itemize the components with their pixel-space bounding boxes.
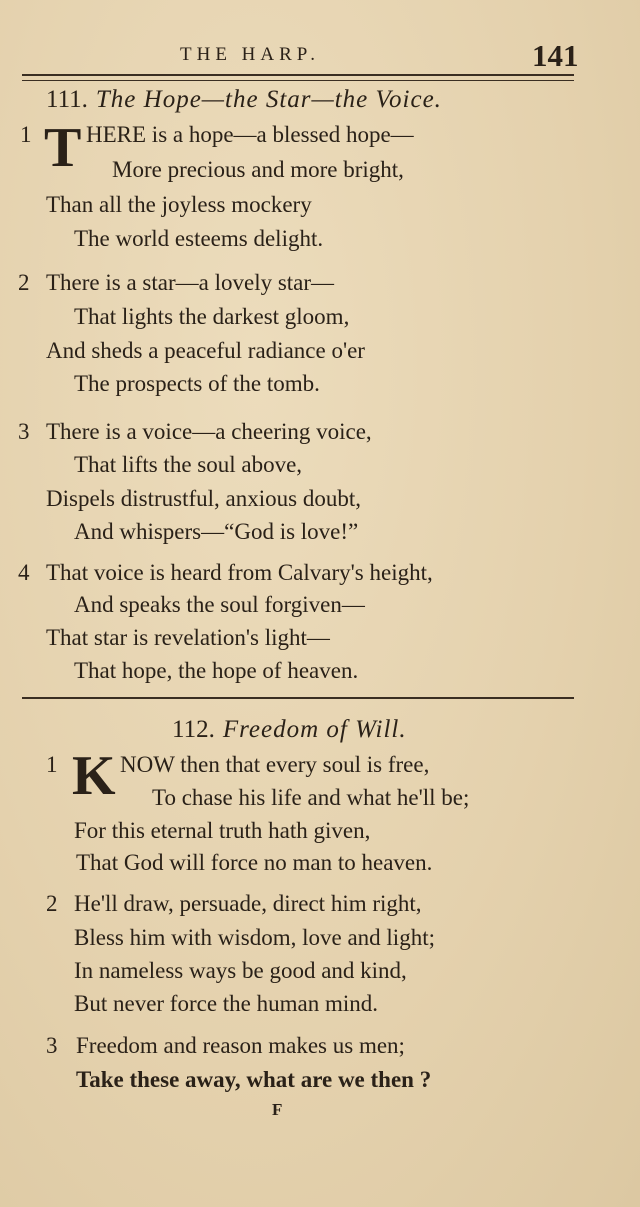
drop-cap: K — [72, 745, 116, 807]
verse-number: 2 — [46, 891, 58, 916]
hymn-number: 111. — [46, 86, 88, 113]
verse-line: And speaks the soul forgiven— — [74, 592, 365, 617]
verse-line: And sheds a peaceful radiance o'er — [46, 338, 365, 363]
verse-line: That lifts the soul above, — [74, 452, 303, 477]
verse-line: That voice is heard from Calvary's height, — [46, 560, 433, 585]
signature-mark: F — [272, 1100, 283, 1119]
verse-line: Bless him with wisdom, love and light; — [74, 925, 435, 950]
verse-line: That God will force no man to heaven. — [76, 850, 433, 875]
header-rule — [22, 74, 574, 76]
verse-line: But never force the human mind. — [74, 991, 379, 1016]
verse-line: There is a voice—a cheering voice, — [46, 419, 372, 444]
hymn-111-heading — [46, 86, 442, 114]
verse-line: The world esteems delight. — [74, 226, 324, 251]
hymn-title: The Hope—the Star—the Voice. — [95, 86, 442, 113]
verse-number: 4 — [18, 560, 30, 585]
verse-line: For this eternal truth hath given, — [74, 818, 371, 843]
verse-line: The prospects of the tomb. — [74, 371, 320, 396]
verse-line: NOW then that every soul is free, — [120, 752, 430, 777]
hymn-112-heading — [172, 716, 407, 744]
hymn-divider — [22, 697, 574, 699]
verse-line: Freedom and reason makes us men; — [76, 1033, 405, 1058]
verse-number: 3 — [46, 1033, 58, 1058]
verse-line: To chase his life and what he'll be; — [152, 785, 470, 810]
running-head — [0, 38, 640, 72]
drop-cap: T — [44, 117, 82, 179]
verse-line: He'll draw, persuade, direct him right, — [74, 891, 422, 916]
verse-line: More precious and more bright, — [112, 157, 404, 182]
verse-line: Than all the joyless mockery — [46, 192, 312, 217]
verse-line: In nameless ways be good and kind, — [74, 958, 407, 983]
verse-line: HERE is a hope—a blessed hope— — [86, 122, 414, 147]
hymn-number: 112. — [172, 716, 215, 743]
verse-line: That lights the darkest gloom, — [74, 304, 350, 329]
hymn-title: Freedom of Will. — [222, 716, 407, 743]
verse-number: 1 — [20, 122, 32, 147]
verse-number: 3 — [18, 419, 30, 444]
verse-number: 1 — [46, 752, 58, 777]
verse-line: And whispers—“God is love!” — [74, 519, 359, 544]
verse-number: 2 — [18, 270, 30, 295]
verse-line: Take these away, what are we then ? — [76, 1067, 432, 1092]
running-title: THE HARP. — [180, 44, 321, 65]
verse-line: There is a star—a lovely star— — [46, 270, 335, 295]
verse-line: That hope, the hope of heaven. — [74, 658, 359, 683]
verse-line: That star is revelation's light— — [46, 625, 330, 650]
header-rule-thin — [22, 80, 574, 81]
verse-line: Dispels distrustful, anxious doubt, — [46, 486, 361, 511]
page-number: 141 — [532, 38, 579, 73]
